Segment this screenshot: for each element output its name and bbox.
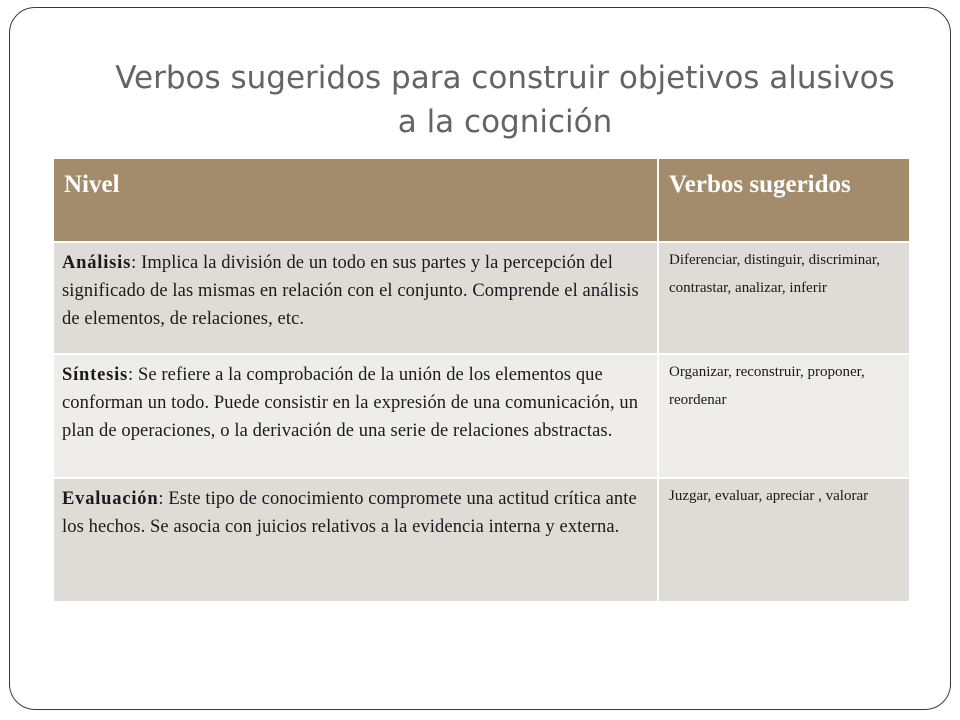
table-row-sintesis (53, 354, 910, 478)
suggested-verbs-cell: Diferenciar, distinguir, discriminar, contrastar, analizar, inferir (658, 242, 910, 354)
level-term: Análisis (62, 253, 132, 273)
level-description-cell (53, 478, 658, 602)
suggested-verbs-cell: Organizar, reconstruir, proponer, reordenar (658, 354, 910, 478)
header-nivel: Nivel (53, 158, 658, 242)
table-row-analisis (53, 242, 910, 354)
table-header-row (53, 158, 910, 242)
suggested-verbs-cell: Juzgar, evaluar, apreciar , valorar (658, 478, 910, 602)
table-row-evaluacion (53, 478, 910, 602)
cognition-levels-table (52, 157, 911, 603)
slide-title-line-1: Verbos sugeridos para construir objetivos alusivos (115, 60, 895, 96)
level-description: : Implica la división de un todo en sus partes y la percepción del significado de las mismas en relación con el conjunto. Comprende el análisis de elementos, de relaciones, etc. (62, 253, 639, 329)
level-term: Evaluación (62, 489, 159, 509)
slide-title (60, 56, 950, 144)
level-description: : Se refiere a la comprobación de la unión de los elementos que conforman un todo. Puede consistir en la expresión de una comunicación, un plan de operaciones, o la derivación de una serie de relaciones abstractas. (62, 365, 639, 441)
slide-title-line-2: a la cognición (397, 104, 613, 140)
level-description-cell (53, 242, 658, 354)
level-description: : Este tipo de conocimiento compromete una actitud crítica ante los hechos. Se asocia con juicios relativos a la evidencia interna y externa. (62, 489, 637, 537)
header-verbos-sugeridos: Verbos sugeridos (658, 158, 910, 242)
level-description-cell (53, 354, 658, 478)
level-term: Síntesis (62, 365, 129, 385)
